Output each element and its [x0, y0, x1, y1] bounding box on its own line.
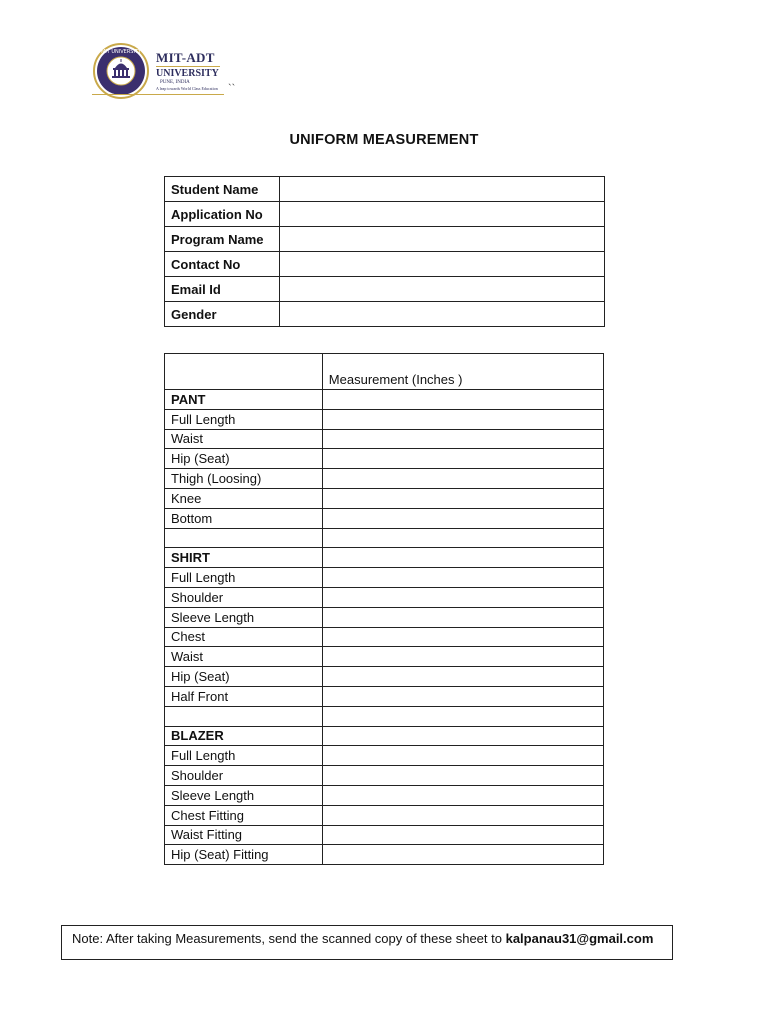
- measurement-value-field[interactable]: [322, 825, 603, 845]
- page-title: UNIFORM MEASUREMENT: [289, 132, 479, 148]
- measurement-label: Knee: [165, 488, 323, 508]
- student-info-value-field[interactable]: [279, 302, 604, 327]
- measurement-value-field[interactable]: [322, 805, 603, 825]
- student-info-value-field[interactable]: [279, 277, 604, 302]
- measurement-header: Measurement (Inches ): [328, 372, 463, 387]
- measurement-value-field[interactable]: [322, 746, 603, 766]
- measurement-row: [165, 488, 604, 508]
- logo-tagline: A leap towards World Class Education: [156, 86, 218, 91]
- measurement-value-field[interactable]: [322, 647, 603, 667]
- university-logo: [92, 42, 242, 100]
- logo-subtitle: UNIVERSITY: [156, 68, 219, 79]
- note-box: [61, 925, 673, 960]
- measurement-value-field[interactable]: [322, 449, 603, 469]
- student-info-label: Gender: [165, 302, 280, 327]
- measurement-value-field[interactable]: [322, 686, 603, 706]
- student-info-value-field[interactable]: [279, 252, 604, 277]
- measurement-value-field[interactable]: [322, 568, 603, 588]
- measurement-label: Half Front: [165, 686, 323, 706]
- measurement-row: [165, 667, 604, 687]
- measurement-value-field[interactable]: [322, 726, 603, 746]
- measurement-row: [165, 508, 604, 528]
- student-info-row: [165, 227, 605, 252]
- svg-text:MIT UNIVERSITY: MIT UNIVERSITY: [100, 49, 142, 55]
- measurement-section-row: [165, 390, 604, 410]
- measurement-row: [165, 746, 604, 766]
- measurement-value-field[interactable]: [322, 508, 603, 528]
- student-info-label: Application No: [165, 202, 280, 227]
- measurement-row: [165, 607, 604, 627]
- measurement-value-field[interactable]: [322, 845, 603, 865]
- university-seal-icon: [92, 42, 150, 100]
- student-info-table: [164, 176, 605, 327]
- measurement-value-field[interactable]: [322, 429, 603, 449]
- logo-city: PUNE, INDIA: [160, 80, 190, 85]
- section-label: BLAZER: [165, 726, 323, 746]
- measurement-value-field[interactable]: [322, 548, 603, 568]
- measurement-label: Waist: [165, 647, 323, 667]
- measurement-row: [165, 409, 604, 429]
- measurement-label: Bottom: [165, 508, 323, 528]
- logo-name: MIT-ADT: [156, 50, 215, 65]
- measurement-row: [165, 706, 604, 726]
- student-info-value-field[interactable]: [279, 202, 604, 227]
- measurement-section-row: [165, 548, 604, 568]
- measurement-value-field[interactable]: [322, 785, 603, 805]
- measurement-row: [165, 528, 604, 548]
- measurement-label: Chest Fitting: [165, 805, 323, 825]
- measurement-value-field[interactable]: [322, 607, 603, 627]
- measurement-row: [165, 429, 604, 449]
- student-info-row: [165, 252, 605, 277]
- measurement-row: [165, 449, 604, 469]
- note-text: Note: After taking Measurements, send the scanned copy of these sheet to: [72, 931, 506, 946]
- measurement-label: [165, 706, 323, 726]
- tick-mark: ``: [228, 83, 236, 95]
- measurement-header-cell: [322, 354, 603, 390]
- student-info-value-field[interactable]: [279, 227, 604, 252]
- student-info-value-field[interactable]: [279, 177, 604, 202]
- student-info-label: Contact No: [165, 252, 280, 277]
- header-blank-cell: [165, 354, 323, 390]
- logo-rule: [156, 66, 220, 67]
- measurement-label: Sleeve Length: [165, 607, 323, 627]
- student-info-row: [165, 277, 605, 302]
- measurement-label: Full Length: [165, 409, 323, 429]
- measurement-value-field[interactable]: [322, 587, 603, 607]
- measurement-value-field[interactable]: [322, 627, 603, 647]
- measurement-label: Thigh (Loosing): [165, 469, 323, 489]
- measurement-label: Full Length: [165, 568, 323, 588]
- measurement-row: [165, 766, 604, 786]
- student-info-row: [165, 302, 605, 327]
- student-info-label: Program Name: [165, 227, 280, 252]
- measurement-header-row: [165, 354, 604, 390]
- section-label: SHIRT: [165, 548, 323, 568]
- student-info-row: [165, 177, 605, 202]
- measurement-value-field[interactable]: [322, 528, 603, 548]
- measurement-section-row: [165, 726, 604, 746]
- measurement-value-field[interactable]: [322, 766, 603, 786]
- measurement-label: Shoulder: [165, 766, 323, 786]
- measurement-row: [165, 469, 604, 489]
- measurement-row: [165, 568, 604, 588]
- measurement-value-field[interactable]: [322, 390, 603, 410]
- measurement-table: [164, 353, 604, 865]
- measurement-row: [165, 627, 604, 647]
- note-email: kalpanau31@gmail.com: [505, 931, 654, 946]
- measurement-row: [165, 686, 604, 706]
- measurement-label: Shoulder: [165, 587, 323, 607]
- measurement-value-field[interactable]: [322, 706, 603, 726]
- measurement-label: Sleeve Length: [165, 785, 323, 805]
- measurement-row: [165, 647, 604, 667]
- measurement-label: [165, 528, 323, 548]
- measurement-label: Full Length: [165, 746, 323, 766]
- student-info-label: Student Name: [165, 177, 280, 202]
- measurement-row: [165, 785, 604, 805]
- measurement-label: Hip (Seat): [165, 667, 323, 687]
- section-label: PANT: [165, 390, 323, 410]
- measurement-row: [165, 805, 604, 825]
- measurement-label: Waist: [165, 429, 323, 449]
- measurement-row: [165, 845, 604, 865]
- measurement-value-field[interactable]: [322, 667, 603, 687]
- logo-underline: [92, 94, 224, 95]
- measurement-label: Waist Fitting: [165, 825, 323, 845]
- student-info-row: [165, 202, 605, 227]
- measurement-label: Hip (Seat): [165, 449, 323, 469]
- measurement-value-field[interactable]: [322, 409, 603, 429]
- measurement-value-field[interactable]: [322, 488, 603, 508]
- measurement-label: Chest: [165, 627, 323, 647]
- measurement-label: Hip (Seat) Fitting: [165, 845, 323, 865]
- measurement-value-field[interactable]: [322, 469, 603, 489]
- measurement-row: [165, 825, 604, 845]
- measurement-row: [165, 587, 604, 607]
- student-info-label: Email Id: [165, 277, 280, 302]
